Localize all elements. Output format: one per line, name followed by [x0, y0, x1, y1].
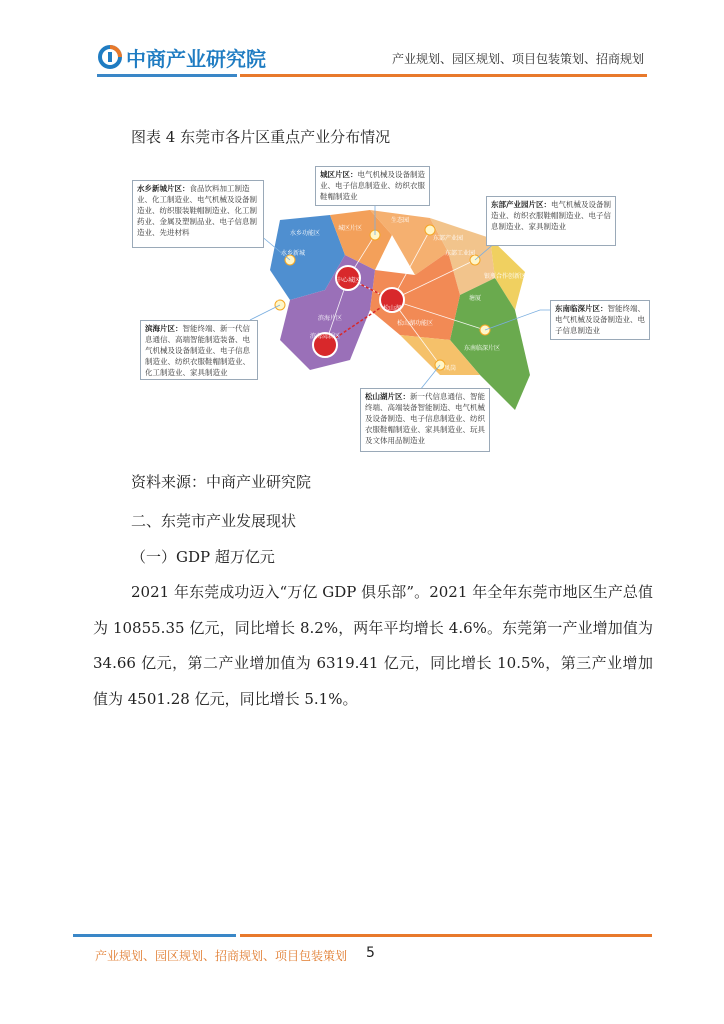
- brand-logo: [98, 44, 266, 70]
- region-label: 东部产业园: [432, 235, 464, 242]
- footer-divider-orange: [240, 934, 652, 937]
- callout-dongnan: 东南临深片区：智能终端、电气机械及设备制造业、电子信息制造业: [550, 300, 650, 340]
- logo-text: 中商产业研究院: [126, 46, 266, 71]
- region-label: 滨海片区: [317, 315, 343, 322]
- region-label: 东南临深片区: [463, 345, 501, 352]
- logo-icon: [98, 45, 122, 69]
- region-label: 滨海湾新区: [309, 333, 341, 340]
- footer-divider-blue: [73, 934, 236, 937]
- section-heading: 二、东莞市产业发展现状: [131, 512, 297, 530]
- callout-shuixiang: 水乡新城片区：食品饮料加工制造业、化工制造业、电气机械及设备制造业、纺织服装鞋帽制造业、化工制药业、金属及塑制品业、电子信息制造业、先进材料: [132, 180, 264, 248]
- region-label: 银瓶合作创新区: [483, 273, 527, 280]
- callout-songshanhu: 松山湖片区：新一代信息通信、智能终端、高端装备智能制造、电气机械及设备制造、电子信息制造业、纺织衣服鞋帽制造业、家具制造业、玩具及文体用品制造业: [360, 388, 490, 452]
- source-line: 资料来源：中商产业研究院: [131, 473, 312, 491]
- callout-dongbu: 东部产业园片区：电气机械及设备制造业、纺织衣服鞋帽制造业、电子信息制造业、家具制造业: [486, 196, 616, 246]
- region-label: 塘厦: [468, 295, 482, 302]
- region-label: 水乡功能区: [289, 230, 321, 237]
- callout-binhai: 滨海片区：智能终端、新一代信息通信、高端智能制造装备、电气机械及设备制造业、电子信息制造业、纺织衣服鞋帽制造业、化工制造业、家具制造业: [140, 320, 258, 380]
- region-label: 东部工业园: [444, 250, 476, 257]
- region-label: 中心城区: [335, 277, 361, 284]
- industry-distribution-map: [130, 160, 650, 454]
- region-label: 松山湖功能区: [396, 320, 434, 327]
- region-label: 松山湖: [382, 305, 402, 312]
- callout-chengqu: 城区片区：电气机械及设备制造业、电子信息制造业、纺织衣服鞋帽制造业: [315, 166, 430, 206]
- region-label: 生态园: [390, 217, 410, 224]
- region-label: 水乡新城: [280, 250, 306, 257]
- page-number: 5: [366, 945, 375, 961]
- figure-caption: 图表 4 东莞市各片区重点产业分布情况: [131, 128, 391, 146]
- header-divider-orange: [240, 74, 647, 77]
- region-label: 凤岗: [443, 365, 457, 372]
- header-divider-blue: [97, 74, 237, 77]
- header-tagline: 产业规划、园区规划、项目包装策划、招商规划: [391, 52, 644, 66]
- footer-tagline: 产业规划、园区规划、招商规划、项目包装策划: [95, 949, 348, 963]
- region-label: 城区片区: [337, 225, 363, 232]
- region-label: 东莞港: [260, 295, 280, 302]
- gdp-paragraph: 2021 年东莞成功迈入“万亿 GDP 俱乐部”。2021 年全年东莞市地区生产总值为 10855.35 亿元，同比增长 8.2%，两年平均增长 4.6%。东莞第一产业增加值为 34.66 亿元，第二产业增加值为 6319.41 亿元，同比增长 10.5%，第三产业增加值为 4501.28 亿元，同比增长 5.1%。: [93, 583, 653, 708]
- sub-heading: （一）GDP 超万亿元: [131, 548, 275, 566]
